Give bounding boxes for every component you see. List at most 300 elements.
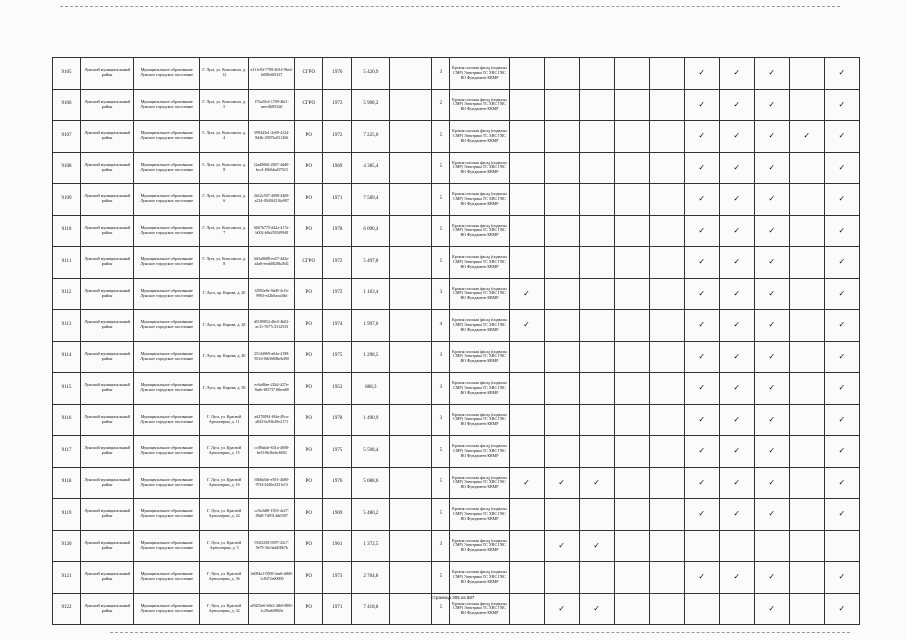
empty-check-cell bbox=[789, 278, 824, 310]
year-cell: 1972 bbox=[323, 121, 352, 153]
checkmark-icon: ✓ bbox=[824, 152, 859, 184]
empty-check-cell bbox=[789, 467, 824, 499]
type-cell: РО bbox=[295, 278, 323, 310]
empty-check-cell bbox=[649, 562, 684, 594]
area-cell: 6 090,4 bbox=[352, 215, 390, 247]
empty-check-cell bbox=[544, 310, 579, 342]
district-cell: Лунский муниципальный район bbox=[81, 341, 134, 373]
works-cell: Кровля плоская фасад (подвалы СМР) Электрика ТС ХВС ГВС ВО Фундамент КВМР bbox=[450, 467, 509, 499]
empty-check-cell bbox=[614, 89, 649, 121]
municipality-cell: Муниципальное образование Лунское городское поселение bbox=[134, 58, 200, 90]
checkmark-icon: ✓ bbox=[754, 121, 789, 153]
empty-check-cell bbox=[614, 562, 649, 594]
works-cell: Кровля плоская фасад (подвалы СМР) Электрика ТС ХВС ГВС ВО Фундамент КВМР bbox=[450, 373, 509, 405]
checkmark-icon: ✓ bbox=[684, 467, 719, 499]
address-cell: Г. Луга, пр. Кирова, д. 20 bbox=[200, 278, 249, 310]
district-cell: Лунский муниципальный район bbox=[81, 404, 134, 436]
table-row bbox=[53, 247, 860, 279]
area-cell: 5 497,8 bbox=[352, 247, 390, 279]
empty-check-cell bbox=[789, 58, 824, 90]
works-cell: Кровля плоская фасад (подвалы СМР) Электрика ТС ХВС ГВС ВО Фундамент КВМР bbox=[450, 121, 509, 153]
year-cell: 1976 bbox=[323, 467, 352, 499]
empty-check-cell bbox=[509, 562, 544, 594]
empty-check-cell bbox=[719, 530, 754, 562]
empty-check-cell bbox=[789, 184, 824, 216]
address-cell: Г. Луга, ул. Комсомола, д. 7 bbox=[200, 215, 249, 247]
type-cell: РО bbox=[295, 152, 323, 184]
empty-check-cell bbox=[649, 215, 684, 247]
type-cell: РО bbox=[295, 530, 323, 562]
district-cell: Лунский муниципальный район bbox=[81, 152, 134, 184]
checkmark-icon: ✓ bbox=[684, 89, 719, 121]
row-number: 9106 bbox=[53, 89, 81, 121]
municipality-cell: Муниципальное образование Лунское городское поселение bbox=[134, 530, 200, 562]
empty-check-cell bbox=[614, 341, 649, 373]
floors-cell: 5 bbox=[432, 593, 450, 625]
type-cell: СГРО bbox=[295, 89, 323, 121]
empty-check-cell bbox=[544, 562, 579, 594]
checkmark-icon: ✓ bbox=[719, 436, 754, 468]
area-cell: 5 420,9 bbox=[352, 58, 390, 90]
empty-check-cell bbox=[789, 436, 824, 468]
checkmark-icon: ✓ bbox=[824, 373, 859, 405]
checkmark-icon: ✓ bbox=[684, 121, 719, 153]
checkmark-icon: ✓ bbox=[684, 499, 719, 531]
guid-cell: ad270094-f04a-49ca-a843-bc93b49e2171 bbox=[249, 404, 295, 436]
year-cell: 1971 bbox=[323, 593, 352, 625]
district-cell: Лунский муниципальный район bbox=[81, 310, 134, 342]
empty-check-cell bbox=[649, 404, 684, 436]
address-cell: Г. Луга, ул. Красной Артиллерии, д. 36 bbox=[200, 562, 249, 594]
spacer-cell bbox=[390, 247, 432, 279]
municipality-cell: Муниципальное образование Лунское городское поселение bbox=[134, 247, 200, 279]
floors-cell: 2 bbox=[432, 89, 450, 121]
empty-check-cell bbox=[544, 436, 579, 468]
row-number: 9113 bbox=[53, 310, 81, 342]
empty-check-cell bbox=[544, 499, 579, 531]
checkmark-icon: ✓ bbox=[719, 341, 754, 373]
type-cell: СГРО bbox=[295, 58, 323, 90]
empty-check-cell bbox=[579, 278, 614, 310]
checkmark-icon: ✓ bbox=[684, 184, 719, 216]
empty-check-cell bbox=[614, 404, 649, 436]
address-cell: Г. Луга, ул. Красной Артиллерии, д. 3 bbox=[200, 530, 249, 562]
municipality-cell: Муниципальное образование Лунское городское поселение bbox=[134, 121, 200, 153]
district-cell: Лунский муниципальный район bbox=[81, 215, 134, 247]
type-cell: РО bbox=[295, 499, 323, 531]
empty-check-cell bbox=[579, 310, 614, 342]
works-cell: Кровля плоская фасад (подвалы СМР) Электрика ТС ХВС ГВС ВО Фундамент КВМР bbox=[450, 341, 509, 373]
works-cell: Кровля плоская фасад (подвалы СМР) Электрика ТС ХВС ГВС ВО Фундамент КВМР bbox=[450, 499, 509, 531]
row-number: 9107 bbox=[53, 121, 81, 153]
checkmark-icon: ✓ bbox=[824, 562, 859, 594]
row-number: 9109 bbox=[53, 184, 81, 216]
checkmark-icon: ✓ bbox=[754, 499, 789, 531]
address-cell: Г. Луга, ул. Красной Артиллерии, д. 16 bbox=[200, 467, 249, 499]
empty-check-cell bbox=[544, 341, 579, 373]
checkmark-icon: ✓ bbox=[824, 247, 859, 279]
checkmark-icon: ✓ bbox=[824, 278, 859, 310]
empty-check-cell bbox=[579, 152, 614, 184]
spacer-cell bbox=[390, 562, 432, 594]
floors-cell: 5 bbox=[432, 184, 450, 216]
checkmark-icon: ✓ bbox=[719, 152, 754, 184]
empty-check-cell bbox=[649, 58, 684, 90]
empty-check-cell bbox=[544, 152, 579, 184]
address-cell: Г. Луга, ул. Комсомола, д. 12 bbox=[200, 58, 249, 90]
address-cell: Г. Луга, ул. Красной Артиллерии, д. 15 bbox=[200, 436, 249, 468]
municipality-cell: Муниципальное образование Лунское городское поселение bbox=[134, 215, 200, 247]
year-cell: 1972 bbox=[323, 247, 352, 279]
empty-check-cell bbox=[509, 247, 544, 279]
guid-cell: af8203e6-b9e2-4fb9-889f-1c29aeb9865e bbox=[249, 593, 295, 625]
floors-cell: 3 bbox=[432, 341, 450, 373]
empty-check-cell bbox=[509, 499, 544, 531]
checkmark-icon: ✓ bbox=[509, 310, 544, 342]
empty-check-cell bbox=[789, 404, 824, 436]
checkmark-icon: ✓ bbox=[719, 89, 754, 121]
row-number: 9108 bbox=[53, 152, 81, 184]
guid-cell: e311e94-7708-4014-9be2-b008e0f5237 bbox=[249, 58, 295, 90]
checkmark-icon: ✓ bbox=[824, 215, 859, 247]
municipality-cell: Муниципальное образование Лунское городское поселение bbox=[134, 373, 200, 405]
works-cell: Кровля плоская фасад (подвалы СМР) Электрика ТС ХВС ГВС ВО Фундамент КВМР bbox=[450, 436, 509, 468]
guid-cell: 2b52c507-4098-4469-a234-0940f4316a997 bbox=[249, 184, 295, 216]
type-cell: РО bbox=[295, 436, 323, 468]
table-row bbox=[53, 121, 860, 153]
guid-cell: 6667b775-d42a-417a-b002-b8e2593f9948 bbox=[249, 215, 295, 247]
guid-cell: 93ff3258-0397-43c7-9e79-36c3ed4f8b7b bbox=[249, 530, 295, 562]
checkmark-icon: ✓ bbox=[579, 593, 614, 625]
row-number: 9114 bbox=[53, 341, 81, 373]
empty-check-cell bbox=[789, 562, 824, 594]
empty-check-cell bbox=[509, 373, 544, 405]
municipality-cell: Муниципальное образование Лунское городское поселение bbox=[134, 152, 200, 184]
empty-check-cell bbox=[614, 215, 649, 247]
row-number: 9112 bbox=[53, 278, 81, 310]
table-row bbox=[53, 499, 860, 531]
empty-check-cell bbox=[614, 152, 649, 184]
empty-check-cell bbox=[544, 58, 579, 90]
checkmark-icon: ✓ bbox=[719, 310, 754, 342]
empty-check-cell bbox=[509, 152, 544, 184]
works-cell: Кровля плоская фасад (подвалы СМР) Электрика ТС ХВС ГВС ВО Фундамент КВМР bbox=[450, 89, 509, 121]
empty-check-cell bbox=[509, 530, 544, 562]
table-row bbox=[53, 341, 860, 373]
spacer-cell bbox=[390, 341, 432, 373]
checkmark-icon: ✓ bbox=[579, 467, 614, 499]
works-cell: Кровля плоская фасад (подвалы СМР) Электрика ТС ХВС ГВС ВО Фундамент КВМР bbox=[450, 215, 509, 247]
spacer-cell bbox=[390, 499, 432, 531]
table-row bbox=[53, 373, 860, 405]
spacer-cell bbox=[390, 89, 432, 121]
floors-cell: 5 bbox=[432, 467, 450, 499]
municipality-cell: Муниципальное образование Лунское городское поселение bbox=[134, 89, 200, 121]
floors-cell: 3 bbox=[432, 530, 450, 562]
checkmark-icon: ✓ bbox=[789, 121, 824, 153]
guid-cell: f75a20c4-1709-4bf1-aeec0b8532ff bbox=[249, 89, 295, 121]
area-cell: 1 298,5 bbox=[352, 341, 390, 373]
empty-check-cell bbox=[579, 341, 614, 373]
row-number: 9122 bbox=[53, 593, 81, 625]
checkmark-icon: ✓ bbox=[754, 467, 789, 499]
empty-check-cell bbox=[649, 121, 684, 153]
table-row bbox=[53, 530, 860, 562]
empty-check-cell bbox=[614, 499, 649, 531]
empty-check-cell bbox=[649, 530, 684, 562]
checkmark-icon: ✓ bbox=[754, 152, 789, 184]
district-cell: Лунский муниципальный район bbox=[81, 593, 134, 625]
checkmark-icon: ✓ bbox=[719, 467, 754, 499]
checkmark-icon: ✓ bbox=[684, 152, 719, 184]
checkmark-icon: ✓ bbox=[754, 89, 789, 121]
table-row bbox=[53, 436, 860, 468]
empty-check-cell bbox=[649, 436, 684, 468]
works-cell: Кровля плоская фасад (подвалы СМР) Электрика ТС ХВС ГВС ВО Фундамент КВМР bbox=[450, 247, 509, 279]
checkmark-icon: ✓ bbox=[719, 404, 754, 436]
checkmark-icon: ✓ bbox=[824, 121, 859, 153]
works-cell: Кровля плоская фасад (подвалы СМР) Электрика ТС ХВС ГВС ВО Фундамент КВМР bbox=[450, 184, 509, 216]
works-cell: Кровля плоская фасад (подвалы СМР) Электрика ТС ХВС ГВС ВО Фундамент КВМР bbox=[450, 278, 509, 310]
area-cell: 2 704,8 bbox=[352, 562, 390, 594]
checkmark-icon: ✓ bbox=[824, 184, 859, 216]
empty-check-cell bbox=[509, 341, 544, 373]
row-number: 9119 bbox=[53, 499, 81, 531]
empty-check-cell bbox=[509, 121, 544, 153]
address-cell: Г. Луга, ул. Комсомола, д. 8 bbox=[200, 247, 249, 279]
address-cell: Г. Луга, пр. Кирова, д. 38 bbox=[200, 373, 249, 405]
checkmark-icon: ✓ bbox=[754, 184, 789, 216]
municipality-cell: Муниципальное образование Лунское городское поселение bbox=[134, 593, 200, 625]
year-cell: 1974 bbox=[323, 310, 352, 342]
empty-check-cell bbox=[579, 58, 614, 90]
checkmark-icon: ✓ bbox=[684, 436, 719, 468]
empty-check-cell bbox=[579, 184, 614, 216]
year-cell: 1976 bbox=[323, 58, 352, 90]
year-cell: 1969 bbox=[323, 152, 352, 184]
floors-cell: 5 bbox=[432, 562, 450, 594]
municipality-cell: Муниципальное образование Лунское городское поселение bbox=[134, 278, 200, 310]
empty-check-cell bbox=[649, 278, 684, 310]
page-number-footer: Страница 305 из 687 bbox=[430, 595, 475, 600]
checkmark-icon: ✓ bbox=[754, 436, 789, 468]
checkmark-icon: ✓ bbox=[824, 467, 859, 499]
floors-cell: 3 bbox=[432, 278, 450, 310]
floors-cell: 3 bbox=[432, 373, 450, 405]
type-cell: РО bbox=[295, 467, 323, 499]
empty-check-cell bbox=[579, 215, 614, 247]
type-cell: РО bbox=[295, 593, 323, 625]
checkmark-icon: ✓ bbox=[684, 341, 719, 373]
spacer-cell bbox=[390, 404, 432, 436]
district-cell: Лунский муниципальный район bbox=[81, 499, 134, 531]
row-number: 9111 bbox=[53, 247, 81, 279]
checkmark-icon: ✓ bbox=[824, 499, 859, 531]
empty-check-cell bbox=[614, 278, 649, 310]
checkmark-icon: ✓ bbox=[824, 341, 859, 373]
checkmark-icon: ✓ bbox=[684, 373, 719, 405]
empty-check-cell bbox=[544, 404, 579, 436]
checkmark-icon: ✓ bbox=[719, 184, 754, 216]
checkmark-icon: ✓ bbox=[544, 530, 579, 562]
checkmark-icon: ✓ bbox=[719, 121, 754, 153]
type-cell: РО bbox=[295, 310, 323, 342]
district-cell: Лунский муниципальный район bbox=[81, 121, 134, 153]
table-row bbox=[53, 215, 860, 247]
empty-check-cell bbox=[649, 341, 684, 373]
checkmark-icon: ✓ bbox=[754, 215, 789, 247]
type-cell: РО bbox=[295, 184, 323, 216]
address-cell: Г. Луга, ул. Красной Артиллерии, д. 32 bbox=[200, 593, 249, 625]
row-number: 9121 bbox=[53, 562, 81, 594]
municipality-cell: Муниципальное образование Лунское городское поселение bbox=[134, 341, 200, 373]
empty-check-cell bbox=[614, 121, 649, 153]
empty-check-cell bbox=[509, 89, 544, 121]
address-cell: Г. Луга, пр. Кирова, д. 40 bbox=[200, 341, 249, 373]
guid-cell: cc08ab4e-631a-4608-be5f-0b3bebc6692 bbox=[249, 436, 295, 468]
empty-check-cell bbox=[789, 310, 824, 342]
empty-check-cell bbox=[614, 310, 649, 342]
district-cell: Лунский муниципальный район bbox=[81, 467, 134, 499]
checkmark-icon: ✓ bbox=[754, 278, 789, 310]
row-number: 9116 bbox=[53, 404, 81, 436]
area-cell: 7 418,8 bbox=[352, 593, 390, 625]
empty-check-cell bbox=[649, 467, 684, 499]
checkmark-icon: ✓ bbox=[719, 58, 754, 90]
table-row bbox=[53, 89, 860, 121]
table-row bbox=[53, 310, 860, 342]
empty-check-cell bbox=[579, 121, 614, 153]
address-cell: Г. Луга, пр. Кирова, д. 28 bbox=[200, 310, 249, 342]
works-cell: Кровля плоская фасад (подвалы СМР) Электрика ТС ХВС ГВС ВО Фундамент КВМР bbox=[450, 58, 509, 90]
empty-check-cell bbox=[789, 499, 824, 531]
area-cell: 5 908,2 bbox=[352, 89, 390, 121]
checkmark-icon: ✓ bbox=[824, 58, 859, 90]
municipality-cell: Муниципальное образование Лунское городское поселение bbox=[134, 184, 200, 216]
empty-check-cell bbox=[579, 404, 614, 436]
district-cell: Лунский муниципальный район bbox=[81, 184, 134, 216]
guid-cell: f2992e8e-9a08-4c1b-9983-e42b0aea3fbf bbox=[249, 278, 295, 310]
empty-check-cell bbox=[579, 562, 614, 594]
district-cell: Лунский муниципальный район bbox=[81, 373, 134, 405]
empty-check-cell bbox=[789, 152, 824, 184]
row-number: 9117 bbox=[53, 436, 81, 468]
empty-check-cell bbox=[649, 499, 684, 531]
area-cell: 808,3 bbox=[352, 373, 390, 405]
empty-check-cell bbox=[614, 184, 649, 216]
works-cell: Кровля плоская фасад (подвалы СМР) Электрика ТС ХВС ГВС ВО Фундамент КВМР bbox=[450, 593, 509, 625]
floors-cell: 5 bbox=[432, 436, 450, 468]
floors-cell: 3 bbox=[432, 404, 450, 436]
year-cell: 1975 bbox=[323, 341, 352, 373]
empty-check-cell bbox=[789, 341, 824, 373]
checkmark-icon: ✓ bbox=[824, 310, 859, 342]
area-cell: 5 480,2 bbox=[352, 499, 390, 531]
district-cell: Лунский муниципальный район bbox=[81, 278, 134, 310]
district-cell: Лунский муниципальный район bbox=[81, 58, 134, 90]
works-cell: Кровля плоская фасад (подвалы СМР) Электрика ТС ХВС ГВС ВО Фундамент КВМР bbox=[450, 530, 509, 562]
guid-cell: ec6a86ee-22b2-427e-8aeb-f8573716bea88 bbox=[249, 373, 295, 405]
type-cell: СГРО bbox=[295, 247, 323, 279]
row-number: 9120 bbox=[53, 530, 81, 562]
empty-check-cell bbox=[579, 373, 614, 405]
year-cell: 1971 bbox=[323, 184, 352, 216]
municipality-cell: Муниципальное образование Лунское городское поселение bbox=[134, 467, 200, 499]
floors-cell: 5 bbox=[432, 499, 450, 531]
checkmark-icon: ✓ bbox=[509, 467, 544, 499]
empty-check-cell bbox=[649, 184, 684, 216]
empty-check-cell bbox=[684, 530, 719, 562]
checkmark-icon: ✓ bbox=[509, 278, 544, 310]
works-cell: Кровля плоская фасад (подвалы СМР) Электрика ТС ХВС ГВС ВО Фундамент КВМР bbox=[450, 562, 509, 594]
checkmark-icon: ✓ bbox=[544, 593, 579, 625]
table-row bbox=[53, 58, 860, 90]
address-cell: Г. Луга, ул. Комсомола, д. 6 bbox=[200, 184, 249, 216]
checkmark-icon: ✓ bbox=[824, 404, 859, 436]
type-cell: РО bbox=[295, 341, 323, 373]
area-cell: 1 997,0 bbox=[352, 310, 390, 342]
area-cell: 5 598,4 bbox=[352, 436, 390, 468]
address-cell: Г. Луга, ул. Комсомола, д. 5 bbox=[200, 89, 249, 121]
address-cell: Г. Луга, ул. Комсомола, д. 4 bbox=[200, 121, 249, 153]
empty-check-cell bbox=[509, 404, 544, 436]
year-cell: 1969 bbox=[323, 499, 352, 531]
empty-check-cell bbox=[544, 278, 579, 310]
area-cell: 7 225,0 bbox=[352, 121, 390, 153]
empty-check-cell bbox=[544, 373, 579, 405]
repair-program-table bbox=[52, 57, 860, 625]
checkmark-icon: ✓ bbox=[684, 247, 719, 279]
year-cell: 1961 bbox=[323, 530, 352, 562]
checkmark-icon: ✓ bbox=[754, 58, 789, 90]
table-row bbox=[53, 562, 860, 594]
municipality-cell: Муниципальное образование Лунское городское поселение bbox=[134, 499, 200, 531]
empty-check-cell bbox=[509, 436, 544, 468]
empty-check-cell bbox=[579, 89, 614, 121]
works-cell: Кровля плоская фасад (подвалы СМР) Электрика ТС ХВС ГВС ВО Фундамент КВМР bbox=[450, 404, 509, 436]
empty-check-cell bbox=[789, 89, 824, 121]
type-cell: РО bbox=[295, 215, 323, 247]
checkmark-icon: ✓ bbox=[754, 373, 789, 405]
table-row bbox=[53, 152, 860, 184]
floors-cell: 5 bbox=[432, 121, 450, 153]
floors-cell: 5 bbox=[432, 247, 450, 279]
empty-check-cell bbox=[789, 530, 824, 562]
checkmark-icon: ✓ bbox=[684, 215, 719, 247]
checkmark-icon: ✓ bbox=[684, 562, 719, 594]
address-cell: Г. Луга, ул. Красной Артиллерии, д. 11 bbox=[200, 404, 249, 436]
checkmark-icon: ✓ bbox=[684, 404, 719, 436]
address-cell: Г. Луга, ул. Комсомола, д. 8 bbox=[200, 152, 249, 184]
floors-cell: 5 bbox=[432, 152, 450, 184]
area-cell: 5 088,6 bbox=[352, 467, 390, 499]
spacer-cell bbox=[390, 184, 432, 216]
works-cell: Кровля плоская фасад (подвалы СМР) Электрика ТС ХВС ГВС ВО Фундамент КВМР bbox=[450, 152, 509, 184]
spacer-cell bbox=[390, 58, 432, 90]
empty-check-cell bbox=[649, 247, 684, 279]
area-cell: 1 372,5 bbox=[352, 530, 390, 562]
floors-cell: 3 bbox=[432, 58, 450, 90]
empty-check-cell bbox=[649, 152, 684, 184]
empty-check-cell bbox=[509, 58, 544, 90]
empty-check-cell bbox=[614, 373, 649, 405]
empty-check-cell bbox=[614, 436, 649, 468]
checkmark-icon: ✓ bbox=[824, 89, 859, 121]
empty-check-cell bbox=[544, 121, 579, 153]
checkmark-icon: ✓ bbox=[684, 58, 719, 90]
guid-cell: cc9a3df8-1503-4e27-89a8-7d9314de5f97 bbox=[249, 499, 295, 531]
empty-check-cell bbox=[544, 247, 579, 279]
